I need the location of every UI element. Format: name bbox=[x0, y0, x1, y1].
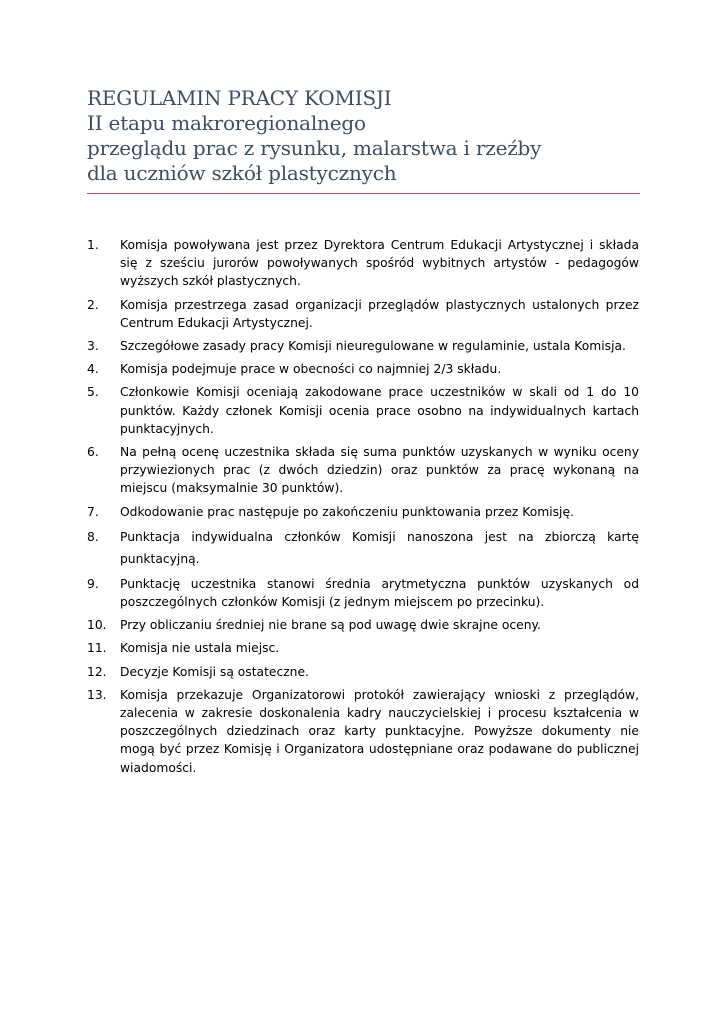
rule-text: Decyzje Komisji są ostateczne. bbox=[120, 664, 309, 679]
rules-list bbox=[87, 236, 639, 782]
rule-number: 3. bbox=[87, 339, 99, 354]
rule-text: Komisja przekazuje Organizatorowi protokół zawierający wnioski z przeglądów, zalecenia w zakresie doskonalenia kadry nauczycielskiej i procesu kształcenia w poszczególnych dziedzinach oraz karty punktacyjne. Powyższe dokumenty nie mogą być przez Komisję i Organizatora udostępniane oraz podawane do publicznej wiadomości. bbox=[120, 687, 639, 775]
rule-item-9 bbox=[87, 575, 639, 611]
rule-text: Komisja podejmuje prace w obecności co najmniej 2/3 składu. bbox=[120, 362, 502, 377]
rule-number: 7. bbox=[87, 504, 99, 519]
rule-item-10 bbox=[87, 616, 639, 634]
rule-number: 13. bbox=[87, 687, 107, 702]
rule-item-8 bbox=[87, 526, 639, 570]
rule-text: Komisja przestrzega zasad organizacji przeglądów plastycznych ustalonych przez Centrum Edukacji Artystycznej. bbox=[120, 297, 639, 330]
rule-item-13 bbox=[87, 686, 639, 777]
rule-text: Członkowie Komisji oceniają zakodowane prace uczestników w skali od 1 do 10 punktów. Każdy członek Komisji ocenia prace osobno na indywidualnych kartach punktacyjnych. bbox=[120, 385, 639, 436]
rule-item-4 bbox=[87, 360, 639, 378]
rule-item-3 bbox=[87, 337, 639, 355]
title-line-1: REGULAMIN PRACY KOMISJI bbox=[87, 86, 392, 110]
rule-number: 1. bbox=[87, 238, 99, 252]
rule-text: Komisja nie ustala miejsc. bbox=[120, 641, 280, 656]
document-title bbox=[87, 86, 640, 186]
rule-text: Szczegółowe zasady pracy Komisji nieuregulowane w regulaminie, ustala Komisja. bbox=[120, 339, 626, 354]
rule-item-12 bbox=[87, 663, 639, 681]
rule-number: 4. bbox=[87, 362, 99, 377]
rule-number: 11. bbox=[87, 641, 107, 656]
rule-number: 12. bbox=[87, 664, 107, 679]
title-line-2: II etapu makroregionalnego bbox=[87, 111, 366, 135]
rule-item-5 bbox=[87, 383, 639, 438]
title-divider bbox=[87, 193, 640, 194]
rule-number: 9. bbox=[87, 576, 99, 591]
rule-text: Przy obliczaniu średniej nie brane są pod uwagę dwie skrajne oceny. bbox=[120, 618, 541, 633]
rule-number: 8. bbox=[87, 529, 99, 544]
rule-item-6 bbox=[87, 443, 639, 498]
rule-item-11 bbox=[87, 639, 639, 657]
rule-text: Komisja powoływana jest przez Dyrektora Centrum Edukacji Artystycznej i składa się z sześciu jurorów powoływanych spośród wybitnych artystów - pedagogów wyższych szkół plastycznych. bbox=[120, 238, 639, 289]
rule-text: Punktacja indywidualna członków Komisji nanoszona jest na zbiorczą kartę punktacyjną. bbox=[120, 529, 639, 566]
rule-item-2 bbox=[87, 296, 639, 332]
rule-number: 10. bbox=[87, 618, 107, 633]
rule-text: Na pełną ocenę uczestnika składa się suma punktów uzyskanych w wyniku oceny przywiezionych prac (z dwóch dziedzin) oraz punktów za pracę wykonaną na miejscu (maksymalnie 30 punktów). bbox=[120, 445, 639, 496]
rule-item-1 bbox=[87, 236, 639, 291]
rule-number: 2. bbox=[87, 297, 99, 312]
title-line-3: przeglądu prac z rysunku, malarstwa i rzeźby bbox=[87, 136, 542, 160]
rule-number: 5. bbox=[87, 385, 99, 400]
rule-text: Punktację uczestnika stanowi średnia arytmetyczna punktów uzyskanych od poszczególnych członków Komisji (z jednym miejscem po przecinku). bbox=[120, 576, 639, 610]
rule-text: Odkodowanie prac następuje po zakończeniu punktowania przez Komisję. bbox=[120, 504, 574, 519]
title-line-4: dla uczniów szkół plastycznych bbox=[87, 161, 397, 185]
rule-number: 6. bbox=[87, 445, 99, 460]
rule-item-7 bbox=[87, 503, 639, 521]
